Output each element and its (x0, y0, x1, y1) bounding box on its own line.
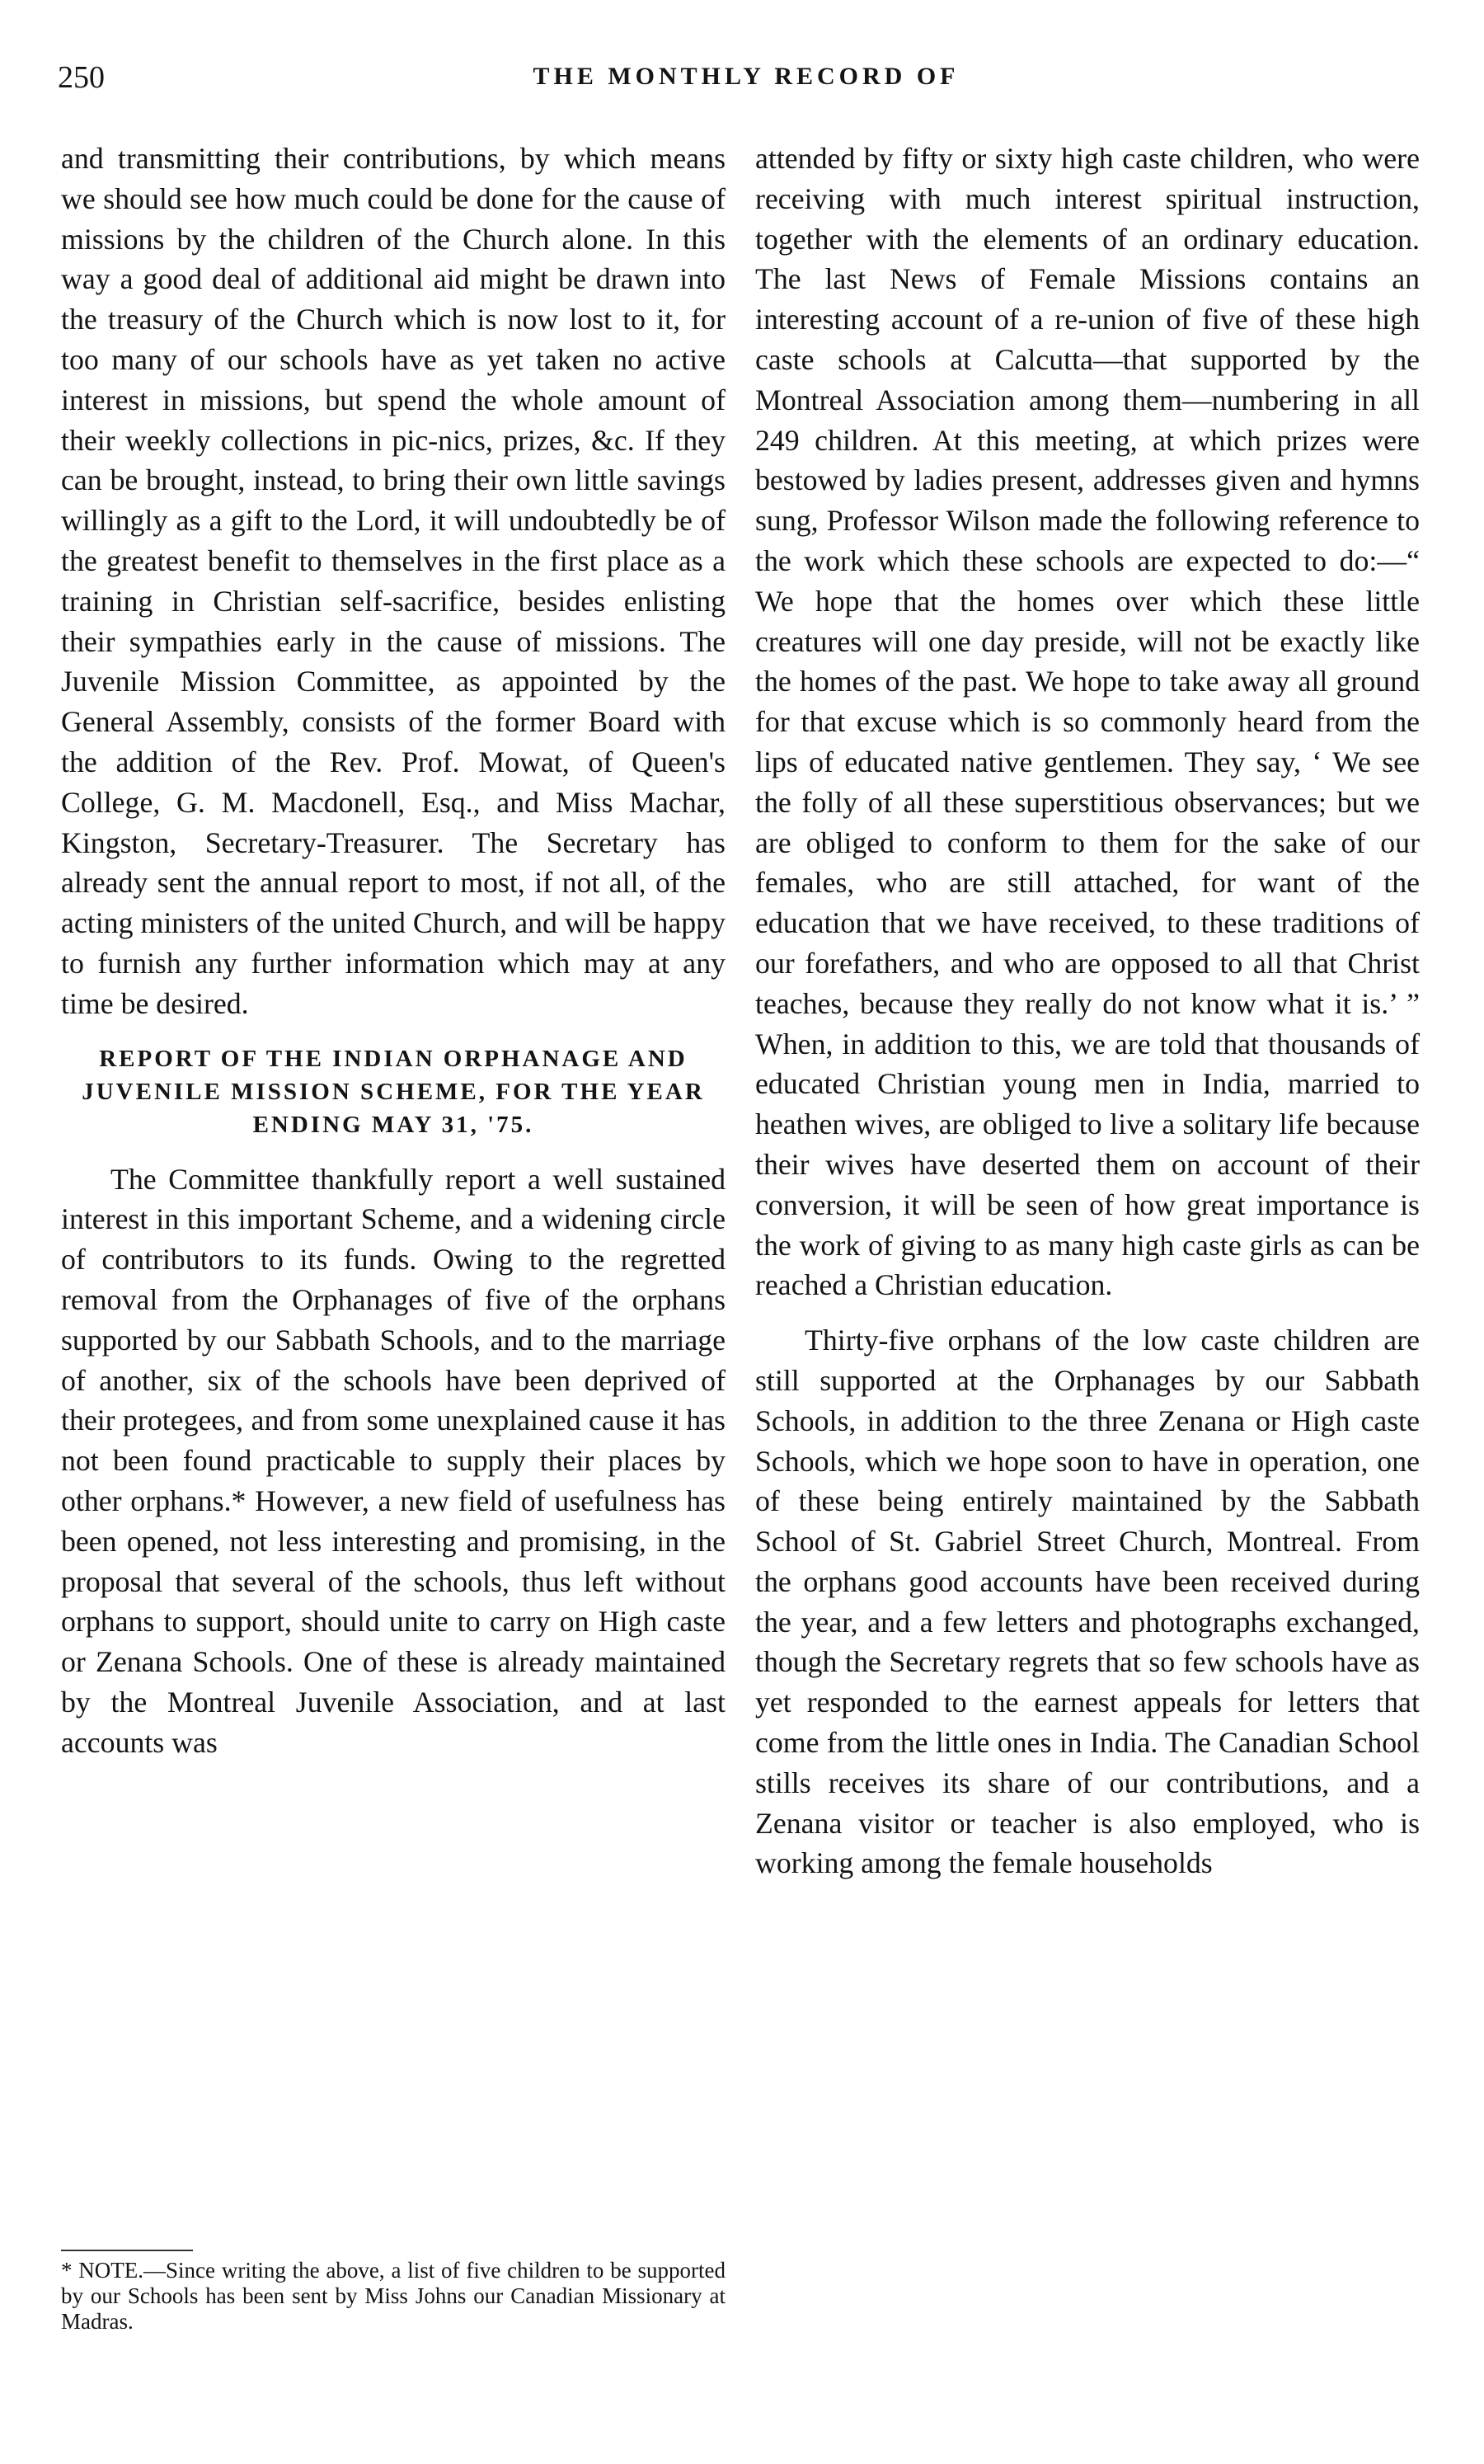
right-column (755, 139, 1420, 1883)
footnote-divider (61, 2250, 193, 2251)
paragraph-orphans: Thirty-five orphans of the low caste children are still supported at the Orphanages by our Sabbath Schools, in addition to the three Zenana or High caste Schools, which we hope soon to have in operation, one of these being entirely maintained by the Sabbath School of St. Gabriel Street Church, Montreal. From the orphans good accounts have been received during the year, and a few letters and photographs exchanged, though the Secretary regrets that so few schools have as yet responded to the earnest appeals for letters that come from the little ones in India. The Canadian School stills receives its share of our contributions, and a Zenana visitor or teacher is also employed, who is working among the female households (755, 1324, 1420, 1880)
left-column (61, 139, 726, 1762)
paragraph-juvenile-committee: and transmitting their contributions, by which means we should see how much could be done for the cause of missions by the children of the Church alone. In this way a good deal of additional aid might be drawn into the treasury of the Church which is now lost to it, for too many of our schools have as yet taken no active interest in missions, but spend the whole amount of their weekly collections in pic-nics, prizes, &c. If they can be brought, instead, to bring their own little savings willingly as a gift to the Lord, it will undoubtedly be of the greatest benefit to themselves in the first place as a training in Christian self-sacrifice, besides enlisting their sympathies early in the cause of missions. The Juvenile Mission Committee, as appointed by the General Assembly, consists of the former Board with the addition of the Rev. Prof. Mowat, of Queen's College, G. M. Macdonell, Esq., and Miss Machar, Kingston, Secretary-Treasurer. The Secretary has already sent the annual report to most, if not all, of the acting ministers of the united Church, and will be happy to furnish any further information which may at any time be desired. (61, 142, 726, 1020)
page-number: 250 (58, 60, 105, 95)
paragraph-committee-report: The Committee thankfully report a well sustained interest in this important Scheme, and a widening circle of contributors to its funds. Owing to the regretted removal from the Orphanages of five of the orphans supported by our Sabbath Schools, and to the marriage of another, six of the schools have been deprived of their protegees, and from some unexplained cause it has not been found practicable to supply their places by other orphans.* However, a new field of usefulness has been opened, not less interesting and promising, in the proposal that several of the schools, thus left without orphans to support, should unite to carry on High caste or Zenana Schools. One of these is already maintained by the Montreal Juvenile Association, and at last accounts was (61, 1162, 726, 1759)
page-header (58, 59, 1435, 109)
report-heading: REPORT OF THE INDIAN ORPHANAGE AND JUVENILE MISSION SCHEME, FOR THE YEAR ENDING MAY 31, '75. (82, 1045, 705, 1138)
footnote: * NOTE.—Since writing the above, a list of five children to be supported by our Schools has been sent by Miss Johns our Canadian Missionary at Madras. (61, 2258, 726, 2334)
paragraph-high-caste-schools: attended by fifty or sixty high caste children, who were receiving with much interest spiritual instruction, together with the elements of an ordinary education. The last News of Female Missions contains an interesting account of a re-union of five of these high caste schools at Calcutta—that supported by the Montreal Association among them—numbering in all 249 children. At this meeting, at which prizes were bestowed by ladies present, addresses given and hymns sung, Professor Wilson made the following reference to the work which these schools are expected to do:—“ We hope that the homes over which these little creatures will one day preside, will not be exactly like the homes of the past. We hope to take away all ground for that excuse which is so commonly heard from the lips of educated native gentlemen. They say, ‘ We see the folly of all these superstitious observances; but we are obliged to conform to them for the sake of our females, who are still attached, for want of the education that we have received, to these traditions of our forefathers, and who are opposed to all that Christ teaches, because they really do not know what it is.’ ” When, in addition to this, we are told that thousands of educated Christian young men in India, married to heathen wives, are obliged to live a solitary life because their wives have deserted them on account of their conversion, it will be seen of how great importance is the work of giving to as many high caste girls as can be reached a Christian education. (755, 142, 1420, 1302)
running-head: THE MONTHLY RECORD OF (533, 63, 960, 90)
